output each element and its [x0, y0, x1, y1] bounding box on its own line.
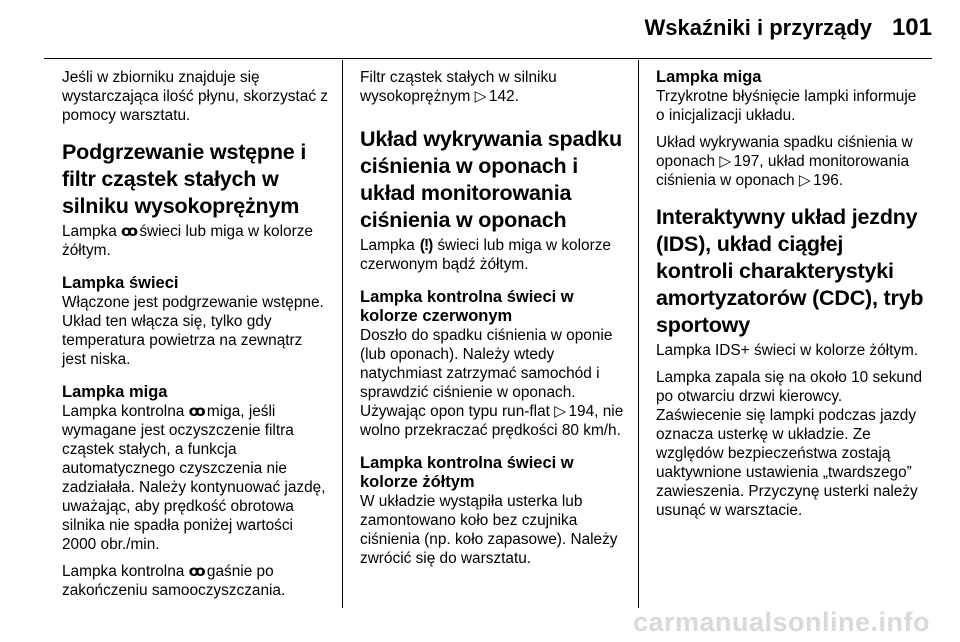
text: Filtr cząstek stałych w silniku wysokoprężnym	[360, 69, 557, 105]
subheading-red: Lampka kontrolna świeci w kolorze czerwonym	[360, 288, 574, 325]
text: miga, jeśli wymagane jest oczyszczenie filtra cząstek stałych, a funkcja automatycznego czyszczenia nie zadziałała. Należy kontynuować jazdę, uważając, aby prędkość obrotowa silnika nie spadła poniżej wartości 2000 obr./min.	[62, 403, 326, 553]
text: Lampka kontrolna	[62, 403, 185, 420]
text: Doszło do spadku ciśnienia w oponie (lub oponach). Należy wtedy natychmiast zatrzymać samochód i sprawdzić ciśnienie w oponach. Używając opon typu run-flat	[360, 327, 613, 420]
paragraph: Włączone jest podgrzewanie wstępne. Układ ten włącza się, tylko gdy temperatura powietrza na zewnątrz jest niska.	[62, 294, 324, 368]
paragraph	[62, 562, 330, 600]
paragraph	[62, 402, 330, 554]
text: Układ wykrywania spadku ciśnienia w oponach	[656, 134, 913, 170]
subheading-lamp-flashing: Lampka miga	[656, 68, 762, 86]
column-3	[656, 68, 924, 528]
paragraph: Jeśli w zbiorniku znajduje się wystarczająca ilość płynu, skorzystać z pomocy warsztatu.	[62, 69, 328, 124]
triangle-right-icon: ▷	[554, 403, 567, 420]
subheading-yellow: Lampka kontrolna świeci w kolorze żółtym	[360, 454, 574, 491]
page-header	[645, 0, 932, 56]
section-heading-ids: Interaktywny układ jezdny (IDS), układ ciągłej kontroli charakterystyki amortyzatorów (CDC), tryb sportowy	[656, 205, 924, 337]
page-reference: 194,	[568, 403, 599, 420]
subheading-lamp-on: Lampka świeci	[62, 274, 179, 292]
section-heading-glow-plug: Podgrzewanie wstępne i filtr cząstek stałych w silniku wysokoprężnym	[62, 140, 307, 218]
header-rule	[44, 58, 932, 59]
text: gaśnie po zakończeniu samooczyszczania.	[62, 563, 286, 599]
text: świeci lub miga w kolorze żółtym.	[62, 223, 313, 259]
page-reference: 197, układ monitorowania ciśnienia w oponach	[656, 153, 910, 189]
glow-plug-icon: ꝏ	[188, 403, 205, 420]
tyre-pressure-icon: (!)	[419, 237, 433, 254]
paragraph: Trzykrotne błyśnięcie lampki informuje o inicjalizacji układu.	[656, 88, 917, 124]
paragraph: Lampka zapala się na około 10 sekund po otwarciu drzwi kierowcy. Zaświecenie się lampki podczas jazdy oznacza usterkę w układzie. Ze względów bezpieczeństwa zostają uaktywnione ustawienia „twardszego” zawieszenia. Przyczynę usterki należy usunąć w warsztacie.	[656, 369, 923, 519]
triangle-right-icon: ▷	[798, 172, 811, 189]
column-divider-2	[638, 60, 639, 608]
page-reference: 196.	[813, 172, 844, 189]
column-divider-1	[342, 60, 343, 608]
paragraph	[62, 222, 330, 260]
page-reference: 142.	[488, 88, 519, 105]
text: Lampka	[360, 237, 415, 254]
paragraph	[360, 236, 628, 274]
section-title: Wskaźniki i przyrządy	[644, 15, 872, 40]
subheading-lamp-flashing: Lampka miga	[62, 383, 168, 401]
triangle-right-icon: ▷	[474, 88, 487, 105]
triangle-right-icon: ▷	[719, 153, 732, 170]
glow-plug-icon: ꝏ	[188, 563, 205, 580]
paragraph: Lampka IDS+ świeci w kolorze żółtym.	[656, 342, 919, 359]
watermark-text: carmanualsonline.info	[632, 607, 930, 637]
glow-plug-icon: ꝏ	[121, 223, 138, 240]
column-2	[360, 68, 628, 576]
text: świeci lub miga w kolorze czerwonym bądź żółtym.	[360, 237, 611, 273]
paragraph: W układzie wystąpiła usterka lub zamontowano koło bez czujnika ciśnienia (np. koło zapasowe). Należy zwrócić się do warsztatu.	[360, 493, 618, 567]
text: Lampka kontrolna	[62, 563, 185, 580]
paragraph	[360, 68, 628, 106]
text: Lampka	[62, 223, 117, 240]
column-1	[62, 68, 330, 608]
section-heading-tyre-pressure: Układ wykrywania spadku ciśnienia w oponach i układ monitorowania ciśnienia w oponach	[360, 127, 622, 232]
page-number: 101	[891, 14, 932, 41]
paragraph	[360, 326, 628, 440]
text: nie wolno przekraczać prędkości 80 km/h.	[360, 403, 624, 439]
paragraph	[656, 133, 924, 190]
